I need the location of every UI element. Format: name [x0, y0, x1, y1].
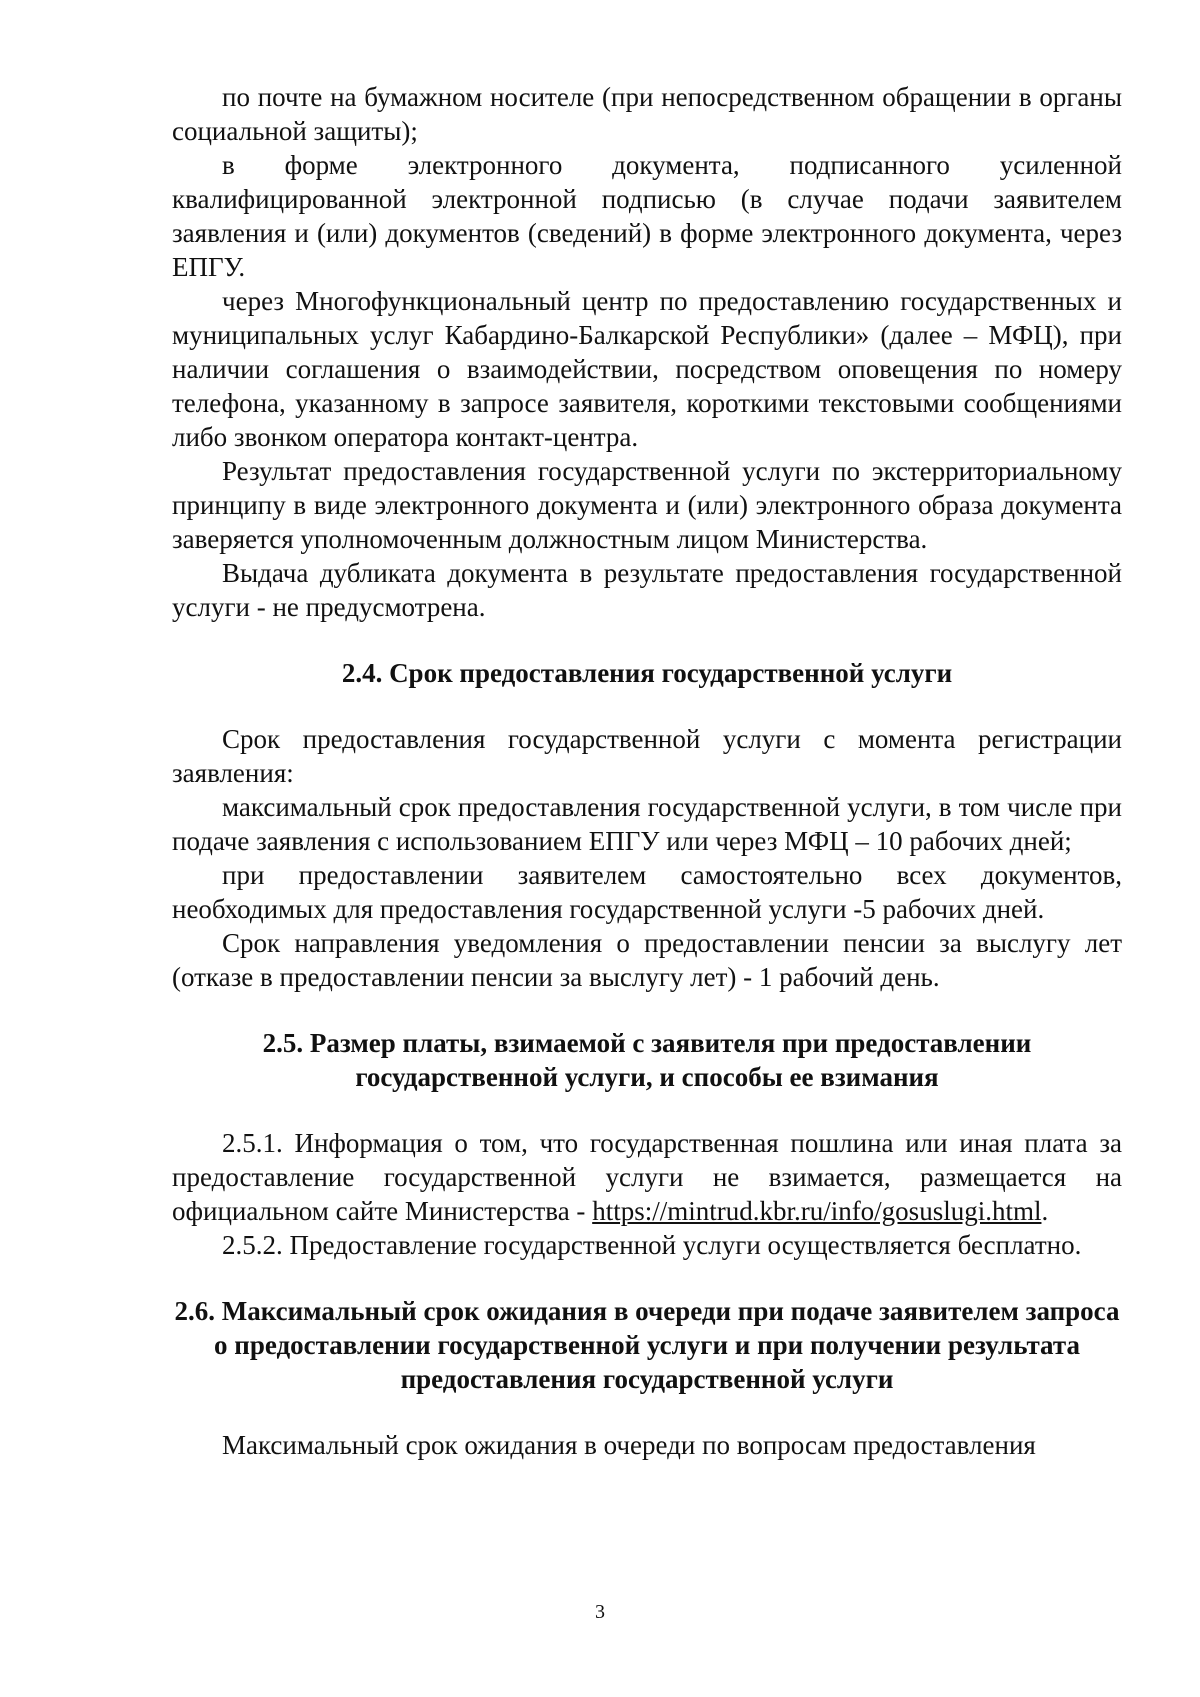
- heading-section-2-4: 2.4. Срок предоставления государственной услуги: [341, 658, 953, 688]
- paragraph-fee-info: [172, 1126, 1122, 1228]
- paragraph-max-term: максимальный срок предоставления государственной услуги, в том числе при подаче заявления с использованием ЕПГУ или через МФЦ – 10 рабочих дней;: [172, 792, 1122, 856]
- ministry-website-link[interactable]: https://mintrud.kbr.ru/info/gosuslugi.html: [592, 1196, 1042, 1226]
- paragraph-term-intro: Срок предоставления государственной услуги с момента регистрации заявления:: [172, 724, 1122, 788]
- paragraph-result-certification: Результат предоставления государственной услуги по экстерриториальному принципу в виде электронного документа и (или) электронного образа документа заверяется уполномоченным должностным лицом Министерства.: [172, 456, 1122, 554]
- fee-info-text: 2.5.1. Информация о том, что государственная пошлина или иная плата за предоставление государственной услуги не взимается, размещается на официальном сайте Министерства -: [172, 1128, 1122, 1226]
- paragraph-free-service: 2.5.2. Предоставление государственной услуги осуществляется бесплатно.: [222, 1230, 1082, 1260]
- paragraph-paper-mail: по почте на бумажном носителе (при непосредственном обращении в органы социальной защиты);: [172, 82, 1122, 146]
- paragraph-self-submission: при предоставлении заявителем самостоятельно всех документов, необходимых для предоставления государственной услуги -5 рабочих дней.: [172, 860, 1122, 924]
- paragraph-mfc: через Многофункциональный центр по предоставлению государственных и муниципальных услуг Кабардино-Балкарской Республики» (далее – МФЦ), при наличии соглашения о взаимодействии, посредством оповещения по номеру телефона, указанному в запросе заявителя, короткими текстовыми сообщениями либо звонком оператора контакт-центра.: [172, 286, 1122, 452]
- heading-section-2-6: 2.6. Максимальный срок ожидания в очереди при подаче заявителем запроса о предоставлении государственной услуги и при получении результата предоставления государственной услуги: [174, 1296, 1120, 1394]
- heading-section-2-5: 2.5. Размер платы, взимаемой с заявителя при предоставлении государственной услуги, и способы ее взимания: [262, 1028, 1032, 1092]
- paragraph-queue-time: Максимальный срок ожидания в очереди по вопросам предоставления: [222, 1430, 1036, 1460]
- paragraph-electronic-document: в форме электронного документа, подписанного усиленной квалифицированной электронной подписью (в случае подачи заявителем заявления и (или) документов (сведений) в форме электронного документа, через ЕПГУ.: [172, 150, 1122, 282]
- page-number: 3: [595, 1601, 605, 1623]
- paragraph-notification-term: Срок направления уведомления о предоставлении пенсии за выслугу лет (отказе в предоставлении пенсии за выслугу лет) - 1 рабочий день.: [172, 928, 1122, 992]
- document-page: [172, 80, 1122, 1462]
- paragraph-duplicate: Выдача дубликата документа в результате предоставления государственной услуги - не предусмотрена.: [172, 558, 1122, 622]
- fee-info-end: .: [1041, 1196, 1049, 1226]
